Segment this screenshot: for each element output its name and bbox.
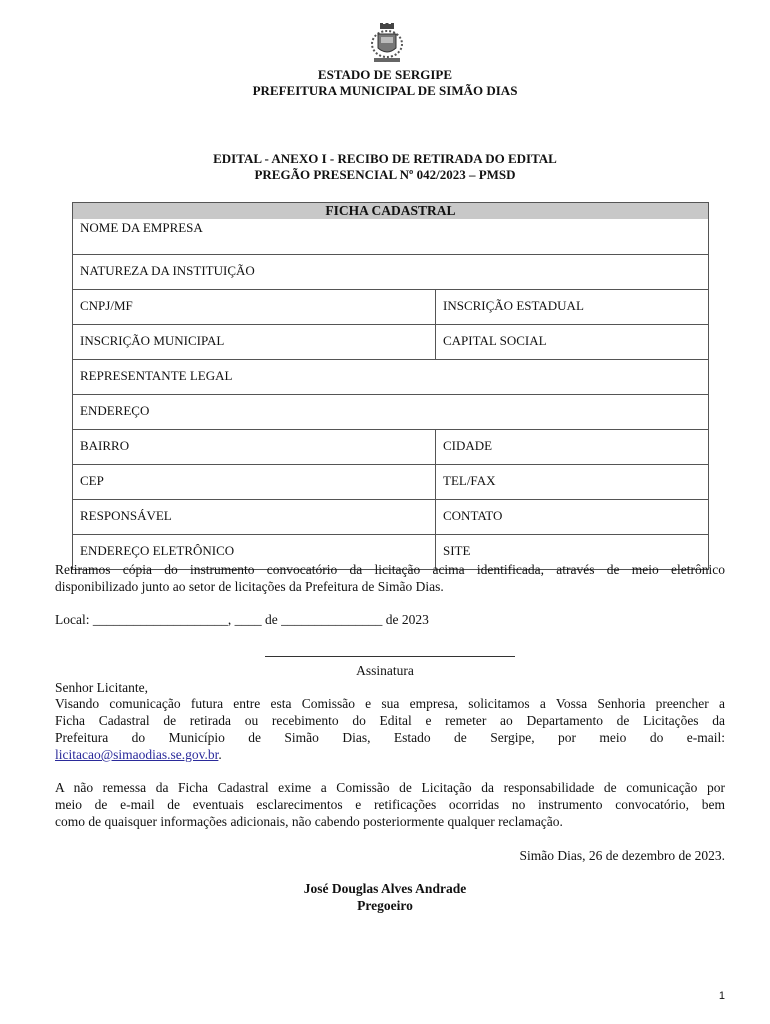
email-suffix: . <box>218 747 222 762</box>
retiramos-line-1: Retiramos cópia do instrumento convocatório da licitação acima identificada, através de meio eletrônico <box>55 562 725 577</box>
ficha-heading: FICHA CADASTRAL <box>73 203 709 220</box>
endereco-eletronico-field[interactable]: ENDEREÇO ELETRÔNICO <box>73 535 436 570</box>
cnpj-field[interactable]: CNPJ/MF <box>73 290 436 325</box>
municipal-crest-icon <box>365 22 409 66</box>
representante-field[interactable]: REPRESENTANTE LEGAL <box>73 360 709 395</box>
signatory-name: José Douglas Alves Andrade <box>303 881 467 896</box>
date-line: Simão Dias, 26 de dezembro de 2023. <box>519 848 725 863</box>
responsavel-field[interactable]: RESPONSÁVEL <box>73 500 436 535</box>
saudacao: Senhor Licitante, <box>55 680 148 695</box>
remessa-line-2: meio de e-mail de eventuais esclarecimentos e retificações ocorridas no instrumento convocatório, bem <box>55 797 725 812</box>
telfax-field[interactable]: TEL/FAX <box>436 465 709 500</box>
visando-line-3: Prefeitura do Município de Simão Dias, Estado de Sergipe, por meio do e-mail: <box>55 730 725 745</box>
email-line <box>55 746 725 763</box>
visando-line-2: Ficha Cadastral de retirada ou recebimento do Edital e remeter ao Departamento de Licitações da <box>55 713 725 728</box>
visando-line-1: Visando comunicação futura entre esta Comissão e sua empresa, solicitamos a Vossa Senhoria preencher a <box>55 696 725 711</box>
remessa-line-1: A não remessa da Ficha Cadastral exime a Comissão de Licitação da responsabilidade de comunicação por <box>55 780 725 795</box>
assinatura-label: Assinatura <box>356 663 414 678</box>
cep-field[interactable]: CEP <box>73 465 436 500</box>
natureza-field[interactable]: NATUREZA DA INSTITUIÇÃO <box>73 255 709 290</box>
state-heading: ESTADO DE SERGIPE <box>317 67 453 82</box>
email-link[interactable]: licitacao@simaodias.se.gov.br <box>55 747 219 762</box>
inscricao-estadual-field[interactable]: INSCRIÇÃO ESTADUAL <box>436 290 709 325</box>
local-line: Local: ____________________, ____ de _______________ de 2023 <box>55 612 429 627</box>
retiramos-line-2: disponibilizado junto ao setor de licitações da Prefeitura de Simão Dias. <box>55 579 444 594</box>
ficha-cadastral-table <box>72 202 709 570</box>
cidade-field[interactable]: CIDADE <box>436 430 709 465</box>
document-subtitle: PREGÃO PRESENCIAL Nº 042/2023 – PMSD <box>254 167 516 182</box>
page-number: 1 <box>718 990 725 1002</box>
nome-empresa-field[interactable]: NOME DA EMPRESA <box>73 219 709 255</box>
signature-line <box>265 656 515 657</box>
prefeitura-heading: PREFEITURA MUNICIPAL DE SIMÃO DIAS <box>252 83 518 98</box>
bairro-field[interactable]: BAIRRO <box>73 430 436 465</box>
capital-social-field[interactable]: CAPITAL SOCIAL <box>436 325 709 360</box>
document-title: EDITAL - ANEXO I - RECIBO DE RETIRADA DO EDITAL <box>213 151 557 166</box>
remessa-line-3: como de quaisquer informações adicionais, não cabendo posteriormente qualquer reclamação. <box>55 814 563 829</box>
inscricao-municipal-field[interactable]: INSCRIÇÃO MUNICIPAL <box>73 325 436 360</box>
site-field[interactable]: SITE <box>436 535 709 570</box>
signatory-role: Pregoeiro <box>357 898 413 913</box>
contato-field[interactable]: CONTATO <box>436 500 709 535</box>
endereco-field[interactable]: ENDEREÇO <box>73 395 709 430</box>
